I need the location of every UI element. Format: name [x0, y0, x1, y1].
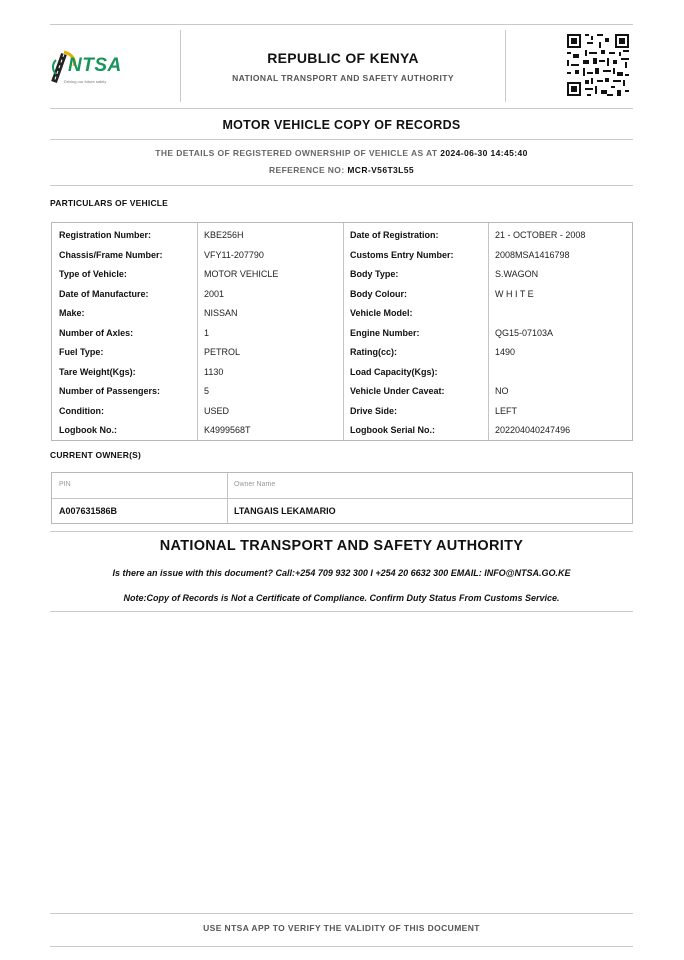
owner-name: LTANGAIS LEKAMARIO	[234, 506, 336, 516]
field-value: 1490	[495, 347, 516, 357]
reference-label: REFERENCE NO:	[268, 165, 345, 175]
ownership-details-line	[50, 148, 633, 158]
particulars-row	[52, 284, 632, 304]
field-value: S.WAGON	[495, 269, 539, 279]
field-value: 202204040247496	[495, 425, 571, 435]
owner-name-header: Owner Name	[234, 481, 276, 488]
particulars-heading: PARTICULARS OF VEHICLE	[50, 198, 169, 208]
owner-table-column-divider	[227, 473, 228, 523]
field-label: Drive Side:	[350, 405, 398, 416]
particulars-row	[52, 362, 632, 382]
field-label: Registration Number:	[59, 230, 152, 240]
logo-text: NTSA	[68, 55, 122, 76]
owner-table-divider	[52, 498, 632, 499]
field-value: KBE256H	[204, 230, 244, 240]
field-label: Body Colour:	[350, 288, 407, 299]
field-label: Tare Weight(Kgs):	[59, 366, 136, 377]
bottom-rule-upper	[50, 913, 633, 914]
particulars-row	[52, 323, 632, 343]
field-value: 1	[204, 327, 210, 338]
field-label: Date of Registration:	[350, 230, 439, 240]
field-label: Fuel Type:	[59, 347, 104, 357]
country-title: REPUBLIC OF KENYA	[267, 50, 419, 66]
details-rule	[50, 185, 633, 186]
field-value: LEFT	[495, 405, 518, 416]
field-label: Date of Manufacture:	[59, 288, 149, 299]
field-value: USED	[204, 405, 230, 416]
footer-content-rule	[50, 611, 633, 612]
owner-pin: A007631586B	[59, 506, 118, 516]
particulars-row	[52, 401, 632, 421]
field-label: Load Capacity(Kgs):	[350, 366, 438, 377]
reference-line	[50, 165, 633, 175]
field-label: Customs Entry Number:	[350, 249, 454, 260]
particulars-row	[52, 225, 632, 245]
particulars-row	[52, 381, 632, 401]
field-label: Type of Vehicle:	[59, 269, 127, 279]
header-divider-right	[505, 30, 506, 102]
owner-rule	[50, 531, 633, 532]
ntsa-logo	[50, 48, 145, 88]
field-label: Engine Number:	[350, 327, 420, 338]
owner-table	[51, 472, 633, 524]
field-label: Number of Axles:	[59, 327, 134, 338]
title-rule	[50, 139, 633, 140]
field-label: Vehicle Model:	[350, 308, 413, 318]
top-rule	[50, 24, 633, 25]
details-datetime: 2024-06-30 14:45:40	[440, 148, 528, 158]
field-label: Body Type:	[350, 269, 399, 279]
current-owner-heading: CURRENT OWNER(S)	[50, 450, 142, 460]
field-label: Number of Passengers:	[59, 386, 161, 396]
particulars-row	[52, 420, 632, 440]
field-value: W H I T E	[495, 288, 534, 299]
field-label: Chassis/Frame Number:	[59, 249, 163, 260]
particulars-row	[52, 264, 632, 284]
field-label: Condition:	[59, 405, 104, 416]
authority-footer-title: NATIONAL TRANSPORT AND SAFETY AUTHORITY	[159, 538, 524, 554]
contact-issue-line: Is there an issue with this document? Call:+254 709 932 300 I +254 20 6632 300 EMAIL: INFO@NTSA.GO.KE	[112, 568, 571, 578]
field-value: 2001	[204, 288, 225, 299]
field-label: Vehicle Under Caveat:	[350, 386, 445, 396]
field-label: Rating(cc):	[350, 347, 397, 357]
header-bottom-rule	[50, 108, 633, 109]
field-value: NO	[495, 386, 509, 396]
field-value: PETROL	[204, 347, 241, 357]
particulars-row	[52, 342, 632, 362]
field-value: MOTOR VEHICLE	[204, 269, 279, 279]
details-prefix: THE DETAILS OF REGISTERED OWNERSHIP OF VEHICLE AS AT	[155, 148, 438, 158]
qr-code-icon	[565, 32, 631, 98]
field-label: Logbook Serial No.:	[350, 425, 436, 435]
field-value: QG15-07103A	[495, 327, 554, 338]
compliance-note: Note:Copy of Records is Not a Certificate of Compliance. Confirm Duty Status From Customs Service.	[123, 593, 560, 603]
verify-app-line: USE NTSA APP TO VERIFY THE VALIDITY OF THIS DOCUMENT	[203, 923, 480, 933]
field-value: 21 - OCTOBER - 2008	[495, 230, 586, 240]
field-value: VFY11-207790	[204, 249, 264, 260]
particulars-row	[52, 245, 632, 265]
authority-subtitle: NATIONAL TRANSPORT AND SAFETY AUTHORITY	[232, 73, 454, 83]
particulars-row	[52, 303, 632, 323]
document-title: MOTOR VEHICLE COPY OF RECORDS	[222, 118, 461, 132]
field-value: NISSAN	[204, 308, 238, 318]
logo-tagline: Driving our future safely	[64, 79, 107, 84]
field-label: Logbook No.:	[59, 425, 117, 435]
particulars-table	[51, 222, 633, 441]
field-label: Make:	[59, 308, 85, 318]
field-value: 2008MSA1416798	[495, 249, 570, 260]
header-divider-left	[180, 30, 181, 102]
pin-header: PIN	[59, 481, 71, 488]
bottom-rule-lower	[50, 946, 633, 947]
field-value: K4999568T	[204, 425, 251, 435]
field-value: 5	[204, 386, 210, 396]
field-value: 1130	[204, 366, 224, 377]
reference-number: MCR-V56T3L55	[347, 165, 415, 175]
